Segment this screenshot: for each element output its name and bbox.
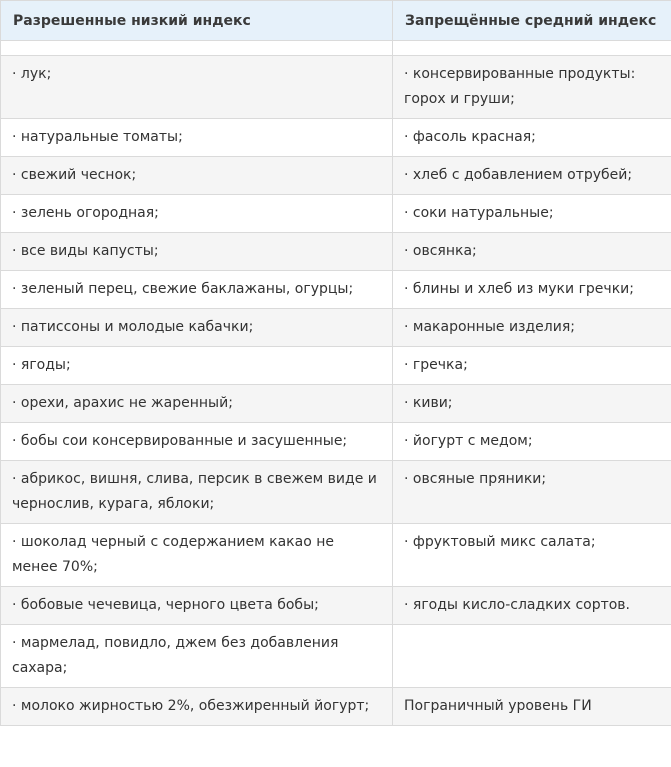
allowed-cell: · абрикос, вишня, слива, персик в свежем виде и чернослив, курага, яблоки; xyxy=(1,461,393,524)
forbidden-cell: Пограничный уровень ГИ xyxy=(393,688,671,726)
table-row xyxy=(1,688,671,726)
table-row xyxy=(1,195,671,233)
forbidden-cell: · консервированные продукты: горох и груши; xyxy=(393,56,671,119)
table-row xyxy=(1,524,671,587)
header-low-index: Разрешенные низкий индекс xyxy=(1,1,393,41)
allowed-cell: · бобы сои консервированные и засушенные; xyxy=(1,423,393,461)
allowed-cell: · бобовые чечевица, черного цвета бобы; xyxy=(1,587,393,625)
allowed-cell: · мармелад, повидло, джем без добавления сахара; xyxy=(1,625,393,688)
allowed-cell: · зелень огородная; xyxy=(1,195,393,233)
spacer-row xyxy=(1,41,671,56)
allowed-cell: · ягоды; xyxy=(1,347,393,385)
header-row xyxy=(1,1,671,41)
forbidden-cell: · макаронные изделия; xyxy=(393,309,671,347)
forbidden-cell: · фруктовый микс салата; xyxy=(393,524,671,587)
allowed-cell: · свежий чеснок; xyxy=(1,157,393,195)
header-medium-index: Запрещённые средний индекс xyxy=(393,1,671,41)
forbidden-cell: · йогурт с медом; xyxy=(393,423,671,461)
table-row xyxy=(1,423,671,461)
forbidden-cell: · блины и хлеб из муки гречки; xyxy=(393,271,671,309)
allowed-cell: · орехи, арахис не жаренный; xyxy=(1,385,393,423)
forbidden-cell: · овсянка; xyxy=(393,233,671,271)
table-row xyxy=(1,587,671,625)
table-row xyxy=(1,309,671,347)
table-row xyxy=(1,271,671,309)
forbidden-cell: · ягоды кисло-сладких сортов. xyxy=(393,587,671,625)
forbidden-cell: · гречка; xyxy=(393,347,671,385)
table-row xyxy=(1,56,671,119)
table-row xyxy=(1,347,671,385)
table-row xyxy=(1,157,671,195)
forbidden-cell xyxy=(393,625,671,688)
forbidden-cell: · хлеб с добавлением отрубей; xyxy=(393,157,671,195)
allowed-cell: · зеленый перец, свежие баклажаны, огурцы; xyxy=(1,271,393,309)
allowed-cell: · патиссоны и молодые кабачки; xyxy=(1,309,393,347)
allowed-cell: · все виды капусты; xyxy=(1,233,393,271)
allowed-cell: · лук; xyxy=(1,56,393,119)
forbidden-cell: · фасоль красная; xyxy=(393,119,671,157)
forbidden-cell: · киви; xyxy=(393,385,671,423)
table-row xyxy=(1,233,671,271)
table-row xyxy=(1,385,671,423)
spacer-cell xyxy=(1,41,393,56)
table-row xyxy=(1,625,671,688)
table-row xyxy=(1,119,671,157)
allowed-cell: · натуральные томаты; xyxy=(1,119,393,157)
spacer-cell xyxy=(393,41,671,56)
allowed-cell: · шоколад черный с содержанием какао не менее 70%; xyxy=(1,524,393,587)
forbidden-cell: · овсяные пряники; xyxy=(393,461,671,524)
forbidden-cell: · соки натуральные; xyxy=(393,195,671,233)
allowed-cell: · молоко жирностью 2%, обезжиренный йогурт; xyxy=(1,688,393,726)
table-row xyxy=(1,461,671,524)
